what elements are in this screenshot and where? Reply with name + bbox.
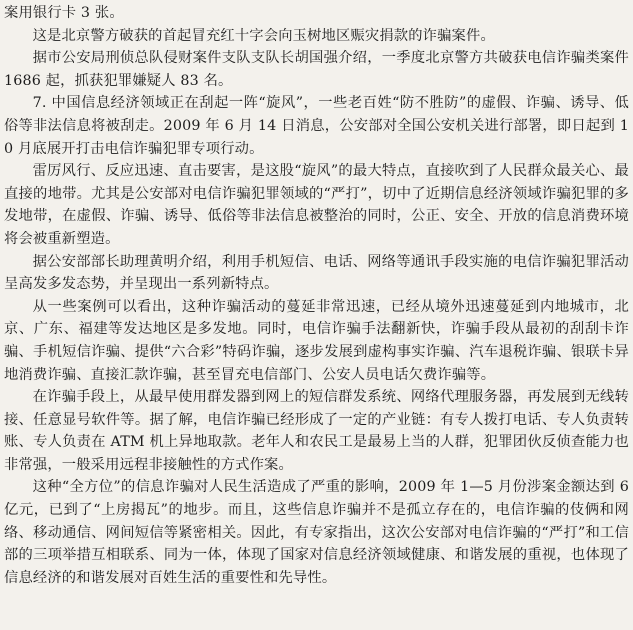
paragraph-whirlwind-features: 雷厉风行、反应迅速、直击要害，是这股“旋风”的最大特点，直接吹到了人民群众最关心、最直接的地带。尤其是公安部对电信诈骗犯罪领域的“严打”，切中了近期信息经济领域诈骗犯罪的多发地带，在虚假、诈骗、诱导、低俗等非法信息被整治的同时，公正、安全、开放的信息消费环境将会被重新塑造。 bbox=[4, 163, 629, 247]
paragraph-case-cards: 案用银行卡 3 张。 bbox=[4, 5, 124, 21]
paragraph-case-spread: 从一些案例可以看出，这种诈骗活动的蔓延非常迅速，已经从境外迅速蔓延到内地城市，北京、广东、福建等发达地区是多发地。同时，电信诈骗手法翻新快，诈骗手段从最初的刮刮卡诈骗、手机短信诈骗、提供“六合彩”特码诈骗，逐步发展到虚构事实诈骗、汽车退税诈骗、银联卡异地消费诈骗、直接汇款诈骗，甚至冒充电信部门、公安人员电话欠费诈骗等。 bbox=[4, 298, 629, 383]
paragraph-fraud-methods: 在诈骗手段上，从最早使用群发器到网上的短信群发系统、网络代理服务器，再发展到无线转接、任意显号软件等。据了解，电信诈骗已经形成了一定的产业链：有专人拨打电话、专人负责转账、专人负责在 ATM 机上异地取款。老年人和农民工是最易上当的人群，犯罪团伙反侦查能力也非常强，一般采用远程非接触性的方式作案。 bbox=[4, 389, 629, 473]
paragraph-impact-conclusion: 这种“全方位”的信息诈骗对人民生活造成了严重的影响，2009 年 1—5 月份涉案金额达到 6 亿元，已到了“上房揭瓦”的地步。而且，这些信息诈骗并不是孤立存在的，电信诈骗的伎俩和网络、移动通信、网间短信等紧密相关。因此，有专家指出，这次公安部对电信诈骗的“严打”和工信部的三项举措互相联系、同为一体，体现了国家对信息经济领域健康、和谐发展的重视，也体现了信息经济的和谐发展对百姓生活的重要性和先导性。 bbox=[4, 479, 629, 586]
paragraph-red-cross-case: 这是北京警方破获的首起冒充红十字会向玉树地区赈灾捐款的诈骗案件。 bbox=[32, 27, 495, 44]
paragraph-huang-ming-intro: 据公安部部长助理黄明介绍，利用手机短信、电话、网络等通讯手段实施的电信诈骗犯罪活动呈高发多发态势，并呈现出一系列新特点。 bbox=[4, 253, 629, 293]
paragraph-item-7-whirlwind: 7. 中国信息经济领域正在刮起一阵“旋风”，一些老百姓“防不胜防”的虚假、诈骗、诱导、低俗等非法信息将被刮走。2009 年 6 月 14 日消息，公安部对全国公安机关进行部署，即日起到 10 月底展开打击电信诈骗犯罪专项行动。 bbox=[4, 95, 629, 157]
paragraph-police-statistics: 据市公安局刑侦总队侵财案件支队支队长胡国强介绍，一季度北京警方共破获电信诈骗类案件 1686 起，抓获犯罪嫌疑人 83 名。 bbox=[4, 50, 629, 89]
